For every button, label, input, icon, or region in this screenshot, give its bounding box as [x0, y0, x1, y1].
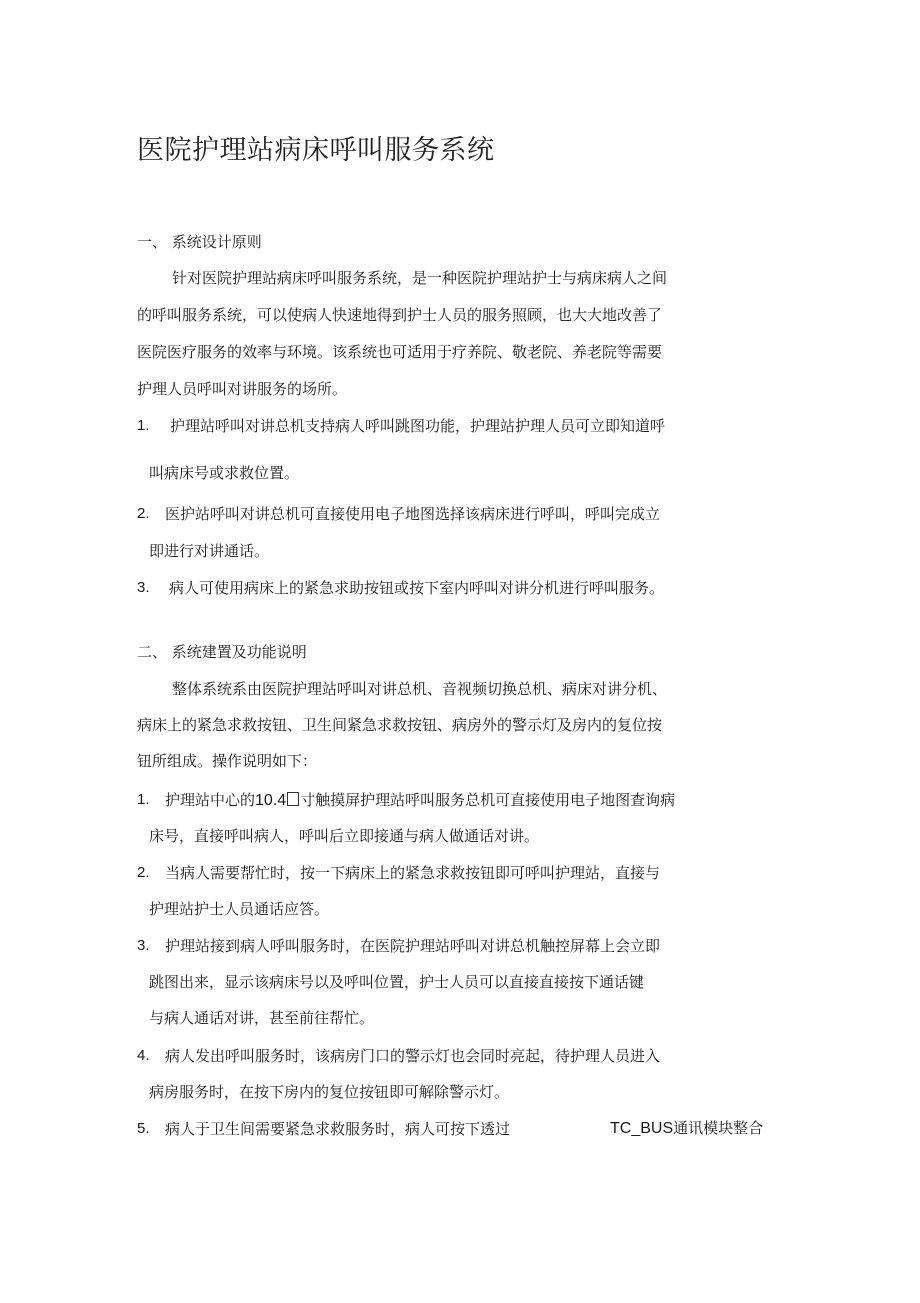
bus-code: TC_BUS	[610, 1120, 674, 1137]
list-item-number: 3.	[137, 937, 150, 954]
list-item-text-part: 护理站中心的	[165, 791, 256, 809]
list-item-text	[165, 790, 675, 811]
section-1-paragraph-line: 医院医疗服务的效率与环境。该系统也可适用于疗养院、敬老院、养老院等需要	[137, 343, 663, 361]
list-item-text-part: 通讯模块整合	[673, 1119, 764, 1137]
list-item-text: 叫病床号或求救位置。	[149, 464, 300, 482]
list-item-number: 2.	[137, 864, 150, 881]
list-item-text: 当病人需要帮忙时，按一下病床上的紧急求救按钮即可呼叫护理站，直接与	[165, 864, 661, 882]
missing-glyph-box	[287, 792, 299, 806]
section-1-paragraph-line: 护理人员呼叫对讲服务的场所。	[137, 380, 348, 398]
list-item-text: 病房服务时，在按下房内的复位按钮即可解除警示灯。	[149, 1083, 510, 1101]
list-item-text: 病人发出呼叫服务时，该病房门口的警示灯也会同时亮起，待护理人员进入	[165, 1047, 661, 1065]
list-item-text: 护理站护士人员通话应答。	[149, 900, 330, 918]
list-item-text: 医护站呼叫对讲总机可直接使用电子地图选择该病床进行呼叫，呼叫完成立	[165, 505, 661, 523]
list-item-number: 5.	[137, 1120, 150, 1137]
section-2-heading: 二、 系统建置及功能说明	[137, 643, 307, 661]
section-2-paragraph-line: 钮所组成。操作说明如下：	[137, 752, 318, 770]
section-1-heading: 一、 系统设计原则	[137, 233, 262, 251]
section-2-paragraph-line: 病床上的紧急求救按钮、卫生间紧急求救按钮、病房外的警示灯及房内的复位按	[137, 716, 663, 734]
list-item-text: 病人可使用病床上的紧急求助按钮或按下室内呼叫对讲分机进行呼叫服务。	[169, 579, 665, 597]
list-item-number: 1.	[137, 417, 150, 434]
list-item-number: 2.	[137, 505, 150, 522]
section-1-paragraph-line: 针对医院护理站病床呼叫服务系统，是一种医院护理站护士与病床病人之间	[172, 269, 668, 287]
list-item-text: 即进行对讲通话。	[149, 542, 270, 560]
list-item-text: 护理站呼叫对讲总机支持病人呼叫跳图功能，护理站护理人员可立即知道呼	[170, 417, 666, 435]
list-item-number: 3.	[137, 579, 150, 596]
list-item-text: 床号，直接呼叫病人，呼叫后立即接通与病人做通话对讲。	[149, 827, 540, 845]
section-2-paragraph-line: 整体系统系由医院护理站呼叫对讲总机、音视频切换总机、病床对讲分机、	[172, 680, 668, 698]
list-item-text	[610, 1118, 763, 1139]
list-item-text: 跳图出来，显示该病床号以及呼叫位置，护士人员可以直接直接按下通话键	[149, 973, 645, 991]
list-item-text: 病人于卫生间需要紧急求救服务时，病人可按下透过	[165, 1120, 511, 1138]
list-item-text-part: 寸触摸屏护理站呼叫服务总机可直接使用电子地图查询病	[300, 791, 676, 809]
list-item-text: 护理站接到病人呼叫服务时，在医院护理站呼叫对讲总机触控屏幕上会立即	[165, 937, 661, 955]
page-title: 医院护理站病床呼叫服务系统	[137, 135, 495, 166]
list-item-number: 1.	[137, 791, 150, 808]
list-item-text: 与病人通话对讲，甚至前往帮忙。	[149, 1009, 375, 1027]
section-1-paragraph-line: 的呼叫服务系统，可以使病人快速地得到护士人员的服务照顾，也大大地改善了	[137, 306, 663, 324]
screen-size-value: 10.4	[255, 792, 287, 809]
list-item-number: 4.	[137, 1047, 150, 1064]
